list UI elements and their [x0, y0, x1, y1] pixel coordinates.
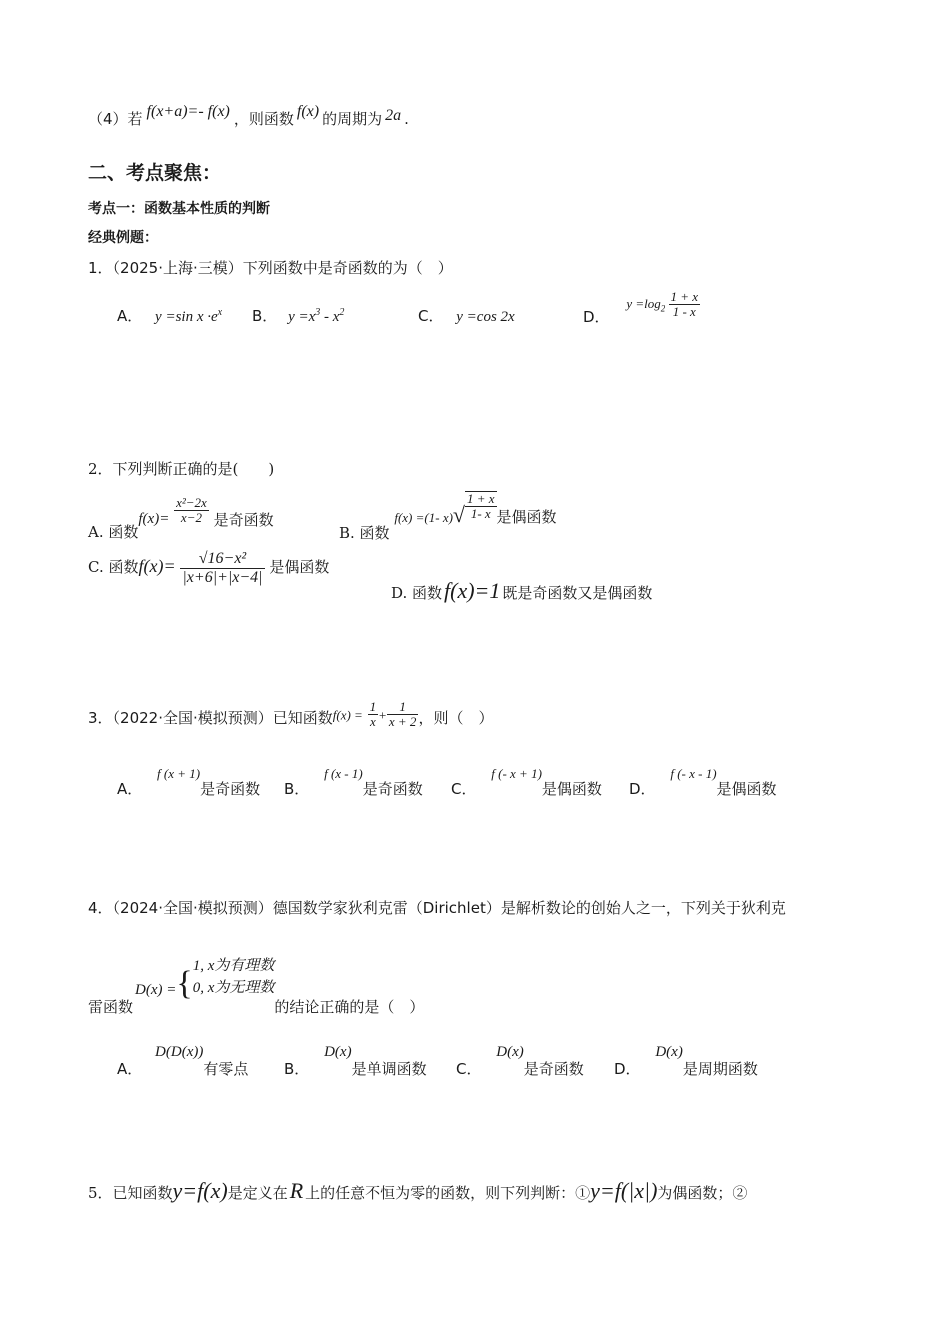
option-a-conclusion: 有零点 [203, 1060, 249, 1078]
option-a-fraction [174, 496, 209, 526]
brace-icon: { [176, 965, 193, 1002]
option-a-expression: D(D(x)) [155, 1044, 204, 1060]
question-5-stem-end: 为偶函数；② [657, 1184, 748, 1202]
question-3-fraction-2 [387, 700, 419, 730]
property-4-period: 2a [385, 107, 402, 124]
property-4-function: f(x) [296, 103, 320, 120]
case-irrational: 0, x为无理数 [192, 980, 275, 996]
option-c-expression: y =cos 2x [456, 309, 515, 325]
question-3-lhs: f(x) = [332, 707, 363, 723]
question-5-expression-1: y=f(x) [172, 1178, 228, 1203]
option-a-numerator: x²−2x [176, 495, 207, 510]
question-3-option-c [451, 762, 602, 798]
option-a-conclusion: 是奇函数 [200, 780, 261, 798]
option-c-fraction [180, 550, 264, 586]
option-d-expression: D(x) [655, 1044, 683, 1060]
option-b-denominator: 1- x [470, 506, 491, 521]
option-b-conclusion: 是单调函数 [351, 1060, 427, 1078]
fraction-denominator: x + 2 [388, 714, 417, 730]
option-a-conclusion: 是奇函数 [213, 510, 274, 529]
question-2-option-c [88, 550, 329, 586]
option-c-expression: f (- x + 1) [491, 766, 542, 781]
question-2-option-b [339, 490, 557, 542]
question-5-stem-text: 是定义在 [227, 1184, 288, 1202]
option-label: D． [614, 1060, 641, 1078]
option-b-expression: f(x) =(1- x) [394, 510, 453, 525]
option-b-conclusion: 是奇函数 [362, 780, 423, 798]
option-label: C． [451, 780, 477, 798]
property-4-suffix: 的周期为 [322, 110, 383, 128]
option-d-conclusion: 是周期函数 [682, 1060, 758, 1078]
question-4-stem-line-2 [88, 955, 425, 1016]
question-2-option-d [391, 578, 652, 604]
option-label: A. 函数 [88, 522, 139, 541]
question-5-stem-text: 5．已知函数 [88, 1184, 173, 1202]
question-2-option-a [88, 495, 274, 541]
question-5-expression-2: y=f(|x|) [590, 1178, 658, 1203]
option-c-numerator: √16−x² [180, 550, 264, 569]
option-d-fraction [669, 290, 701, 320]
question-4-stem-line-1: 4．（2024·全国·模拟预测）德国数学家狄利克雷（Dirichlet）是解析数论的创始人之一，下列关于狄利克 [88, 899, 786, 917]
option-b-exponent: 3 [315, 307, 321, 318]
option-b-conclusion: 是偶函数 [496, 508, 557, 526]
option-b-numerator: 1 + x [467, 490, 495, 506]
option-label: C． [456, 1060, 482, 1078]
question-4-option-b [284, 1040, 427, 1078]
option-d-log-base: 2 [660, 303, 666, 314]
question-3-option-a [117, 762, 261, 798]
property-4-prefix: （4）若 [88, 110, 143, 128]
question-5-stem-text: 上的任意不恒为零的函数，则下列判断：① [305, 1184, 591, 1202]
option-label: C. 函数 [88, 558, 139, 577]
question-1-stem: 1．（2025·上海·三模）下列函数中是奇函数的为（ ） [88, 259, 453, 277]
question-4-option-c [456, 1040, 584, 1078]
option-label: B． [284, 1060, 310, 1078]
question-1-option-a [117, 305, 222, 326]
fraction-numerator: 1 [387, 700, 419, 715]
question-5-real-set: R [289, 1178, 304, 1203]
option-b-expression: f (x - 1) [324, 766, 363, 781]
question-4-option-a [117, 1040, 249, 1078]
option-d-expression: f (- x - 1) [670, 766, 717, 781]
radical-icon: √ [452, 502, 465, 527]
examples-label: 经典例题： [88, 230, 158, 246]
property-4-period-end: . [404, 110, 409, 128]
question-4-cases [193, 955, 275, 999]
option-c-denominator: |x+6|+|x−4| [182, 568, 263, 586]
option-b-fraction [465, 491, 497, 522]
option-d-expression: f(x)=1 [444, 578, 501, 603]
question-4-lhs: D(x) = [135, 982, 177, 998]
question-4-stem-text: 雷函数 [88, 998, 134, 1016]
option-label: A． [117, 1060, 143, 1078]
option-label: B. 函数 [339, 524, 390, 542]
property-4-condition: f(x+a)=- f(x) [146, 103, 230, 120]
option-label: C． [418, 307, 444, 325]
option-label: A． [117, 780, 143, 798]
section-title: 二、考点聚焦： [88, 162, 222, 184]
option-label: D. 函数 [391, 584, 443, 602]
option-c-conclusion: 是奇函数 [523, 1060, 584, 1078]
question-3-fraction-1 [368, 700, 379, 730]
option-label: D． [583, 307, 610, 326]
option-b-expression [288, 309, 344, 325]
fraction-denominator: x [369, 714, 376, 730]
option-c-lhs: f(x)= [138, 556, 176, 577]
option-d-numerator: 1 + x [670, 289, 699, 304]
option-b-exponent: 2 [339, 307, 345, 318]
question-4-option-d [614, 1040, 758, 1078]
option-c-expression: D(x) [496, 1044, 524, 1060]
question-5-stem [88, 1178, 747, 1204]
property-4-line [88, 103, 409, 129]
option-d-log: y =log [626, 295, 661, 311]
question-2-stem: 2．下列判断正确的是( ) [88, 460, 275, 478]
option-a-denominator: x−2 [180, 510, 202, 526]
plus-sign: + [378, 707, 387, 723]
option-a-exponent: x [217, 307, 223, 318]
option-a-expression: f (x + 1) [157, 766, 201, 781]
question-3-stem-text: 3．（2022·全国·模拟预测）已知函数 [88, 709, 333, 728]
question-3-stem [88, 700, 493, 730]
question-3-stem-end: ，则（ ） [418, 709, 494, 728]
option-c-conclusion: 是偶函数 [541, 780, 602, 798]
option-d-expression [626, 289, 700, 320]
option-b-expression-text: - x [320, 309, 340, 325]
fraction-numerator: 1 [369, 699, 377, 714]
option-label: A． [117, 307, 143, 325]
question-1-option-b [252, 305, 344, 326]
question-3-option-b [284, 762, 423, 798]
option-d-conclusion: 既是奇函数又是偶函数 [502, 584, 653, 602]
option-c-conclusion: 是偶函数 [269, 558, 330, 577]
question-4-stem-end: 的结论正确的是（ ） [274, 998, 425, 1016]
property-4-mid: ，则函数 [233, 110, 294, 128]
option-label: B． [284, 780, 310, 798]
option-label: B． [252, 307, 278, 325]
option-a-expression [155, 309, 222, 325]
option-label: D． [629, 780, 656, 798]
question-3-option-d [629, 762, 777, 798]
option-d-conclusion: 是偶函数 [716, 780, 777, 798]
option-b-expression-text: y =x [288, 309, 316, 325]
option-b-expression: D(x) [324, 1044, 352, 1060]
case-rational: 1, x为有理数 [192, 958, 275, 974]
question-1-option-d [583, 289, 700, 326]
question-1-option-c [418, 305, 515, 326]
option-a-expression-text: y =sin x ·e [155, 309, 218, 325]
option-a-lhs: f(x)= [138, 510, 170, 527]
option-d-denominator: 1 - x [672, 304, 696, 320]
topic-point-title: 考点一：函数基本性质的判断 [88, 201, 270, 217]
